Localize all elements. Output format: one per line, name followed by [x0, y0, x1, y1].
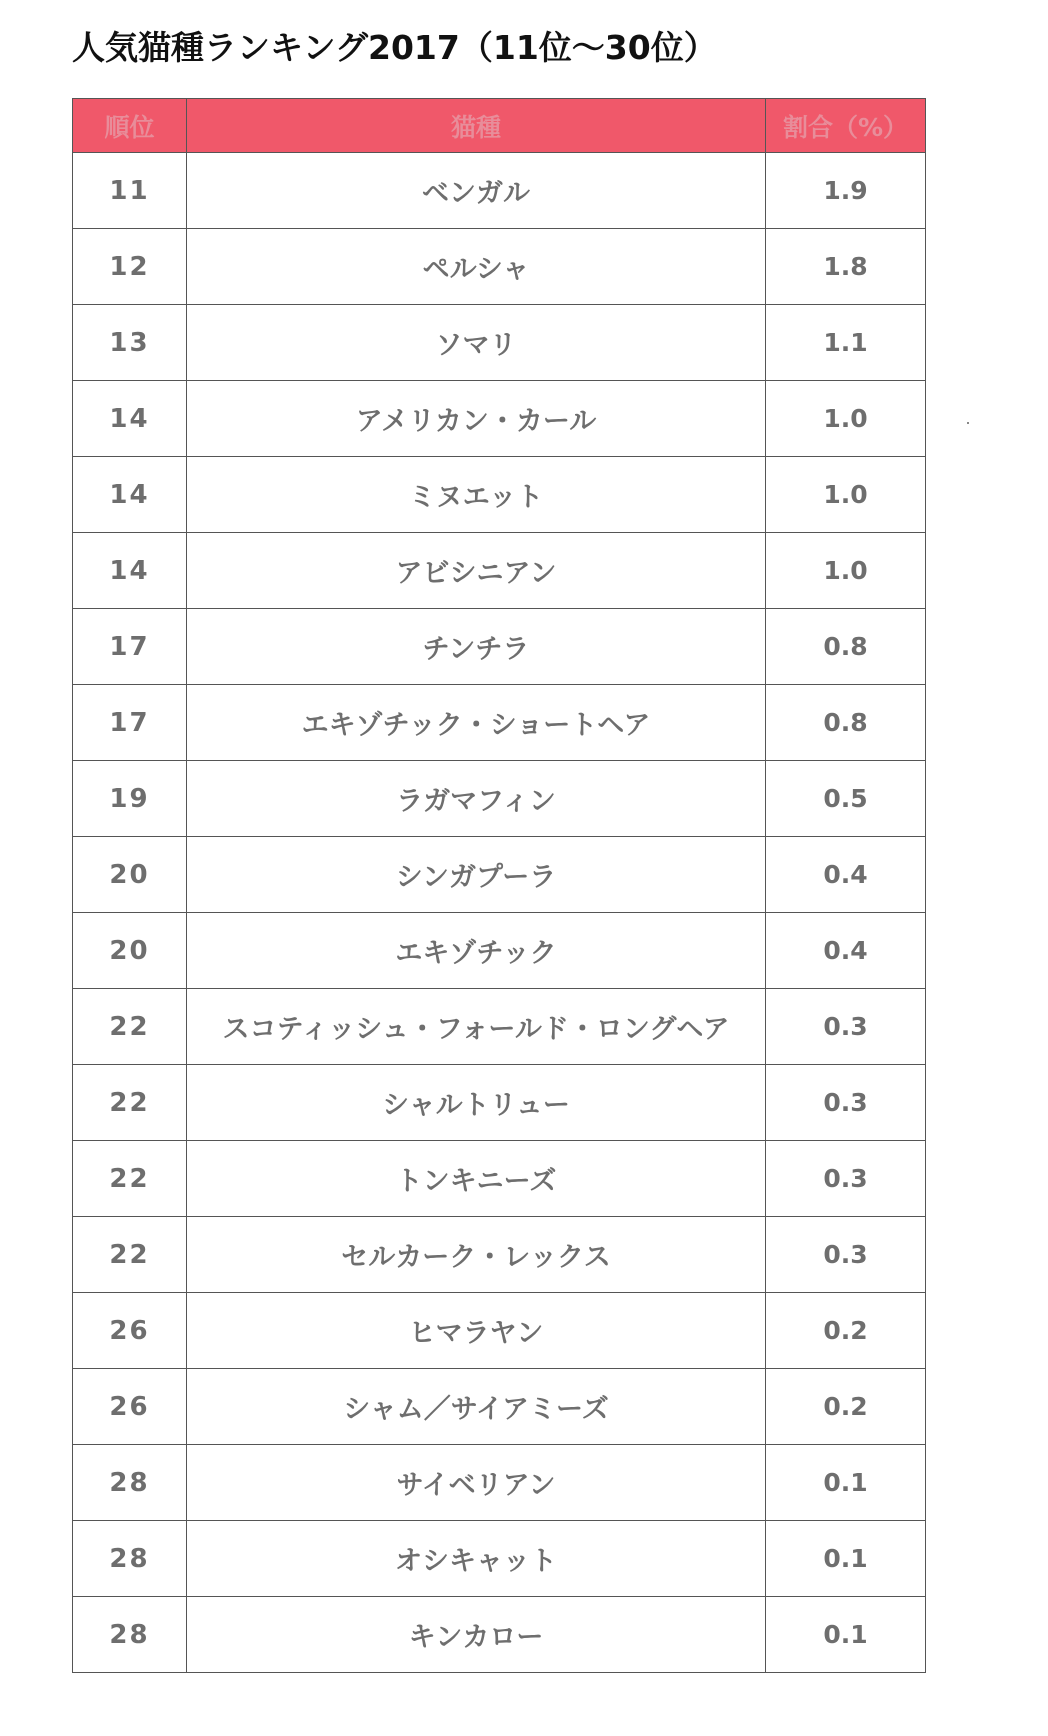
rank-cell: 19 [73, 761, 187, 837]
rank-cell: 13 [73, 305, 187, 381]
breed-cell: スコティッシュ・フォールド・ロングヘア [187, 989, 766, 1065]
rank-cell: 22 [73, 989, 187, 1065]
table-row [73, 609, 926, 685]
breed-column-header: 猫種 [187, 99, 766, 153]
breed-cell: オシキャット [187, 1521, 766, 1597]
breed-cell: シャルトリュー [187, 1065, 766, 1141]
rank-cell: 12 [73, 229, 187, 305]
table-row [73, 913, 926, 989]
percent-cell: 0.1 [766, 1597, 926, 1673]
table-row [73, 989, 926, 1065]
breed-cell: アビシニアン [187, 533, 766, 609]
table-row [73, 457, 926, 533]
percent-cell: 0.3 [766, 1065, 926, 1141]
rank-cell: 26 [73, 1369, 187, 1445]
breed-cell: エキゾチック・ショートヘア [187, 685, 766, 761]
percent-cell: 0.3 [766, 1141, 926, 1217]
rank-cell: 17 [73, 609, 187, 685]
rank-cell: 22 [73, 1217, 187, 1293]
percent-cell: 0.5 [766, 761, 926, 837]
breed-cell: ベンガル [187, 153, 766, 229]
percent-cell: 0.8 [766, 609, 926, 685]
breed-cell: セルカーク・レックス [187, 1217, 766, 1293]
table-row [73, 153, 926, 229]
table-row [73, 1369, 926, 1445]
breed-cell: ペルシャ [187, 229, 766, 305]
percent-cell: 1.0 [766, 533, 926, 609]
page-title: 人気猫種ランキング2017（11位〜30位） [72, 28, 717, 67]
breed-cell: シャム／サイアミーズ [187, 1369, 766, 1445]
percent-cell: 0.1 [766, 1521, 926, 1597]
table-row [73, 1065, 926, 1141]
ranking-table [72, 98, 926, 1673]
table-row [73, 1293, 926, 1369]
rank-cell: 14 [73, 533, 187, 609]
table-row [73, 761, 926, 837]
rank-cell: 11 [73, 153, 187, 229]
percent-cell: 0.8 [766, 685, 926, 761]
breed-cell: チンチラ [187, 609, 766, 685]
table-row [73, 381, 926, 457]
percent-cell: 0.4 [766, 837, 926, 913]
breed-cell: ラガマフィン [187, 761, 766, 837]
breed-cell: ヒマラヤン [187, 1293, 766, 1369]
rank-cell: 28 [73, 1445, 187, 1521]
percent-column-header: 割合（%） [766, 99, 926, 153]
rank-cell: 14 [73, 457, 187, 533]
percent-cell: 1.8 [766, 229, 926, 305]
breed-cell: アメリカン・カール [187, 381, 766, 457]
breed-cell: エキゾチック [187, 913, 766, 989]
percent-cell: 0.3 [766, 989, 926, 1065]
rank-cell: 20 [73, 913, 187, 989]
rank-cell: 14 [73, 381, 187, 457]
rank-column-header: 順位 [73, 99, 187, 153]
percent-cell: 0.1 [766, 1445, 926, 1521]
rank-cell: 28 [73, 1597, 187, 1673]
breed-cell: トンキニーズ [187, 1141, 766, 1217]
breed-cell: シンガプーラ [187, 837, 766, 913]
percent-cell: 0.2 [766, 1369, 926, 1445]
stray-dot [967, 422, 969, 424]
table-row [73, 305, 926, 381]
rank-cell: 17 [73, 685, 187, 761]
table-row [73, 837, 926, 913]
table-row [73, 1445, 926, 1521]
rank-cell: 22 [73, 1141, 187, 1217]
table-row [73, 229, 926, 305]
rank-cell: 26 [73, 1293, 187, 1369]
percent-cell: 1.0 [766, 457, 926, 533]
percent-cell: 1.0 [766, 381, 926, 457]
breed-cell: サイベリアン [187, 1445, 766, 1521]
percent-cell: 1.9 [766, 153, 926, 229]
table-row [73, 533, 926, 609]
rank-cell: 20 [73, 837, 187, 913]
rank-cell: 22 [73, 1065, 187, 1141]
breed-cell: ソマリ [187, 305, 766, 381]
breed-cell: ミヌエット [187, 457, 766, 533]
header-row [73, 99, 926, 153]
ranking-table-body [73, 153, 926, 1673]
percent-cell: 0.2 [766, 1293, 926, 1369]
breed-cell: キンカロー [187, 1597, 766, 1673]
table-row [73, 1217, 926, 1293]
table-row [73, 1521, 926, 1597]
rank-cell: 28 [73, 1521, 187, 1597]
table-row [73, 1597, 926, 1673]
percent-cell: 0.3 [766, 1217, 926, 1293]
percent-cell: 0.4 [766, 913, 926, 989]
table-row [73, 1141, 926, 1217]
percent-cell: 1.1 [766, 305, 926, 381]
table-row [73, 685, 926, 761]
